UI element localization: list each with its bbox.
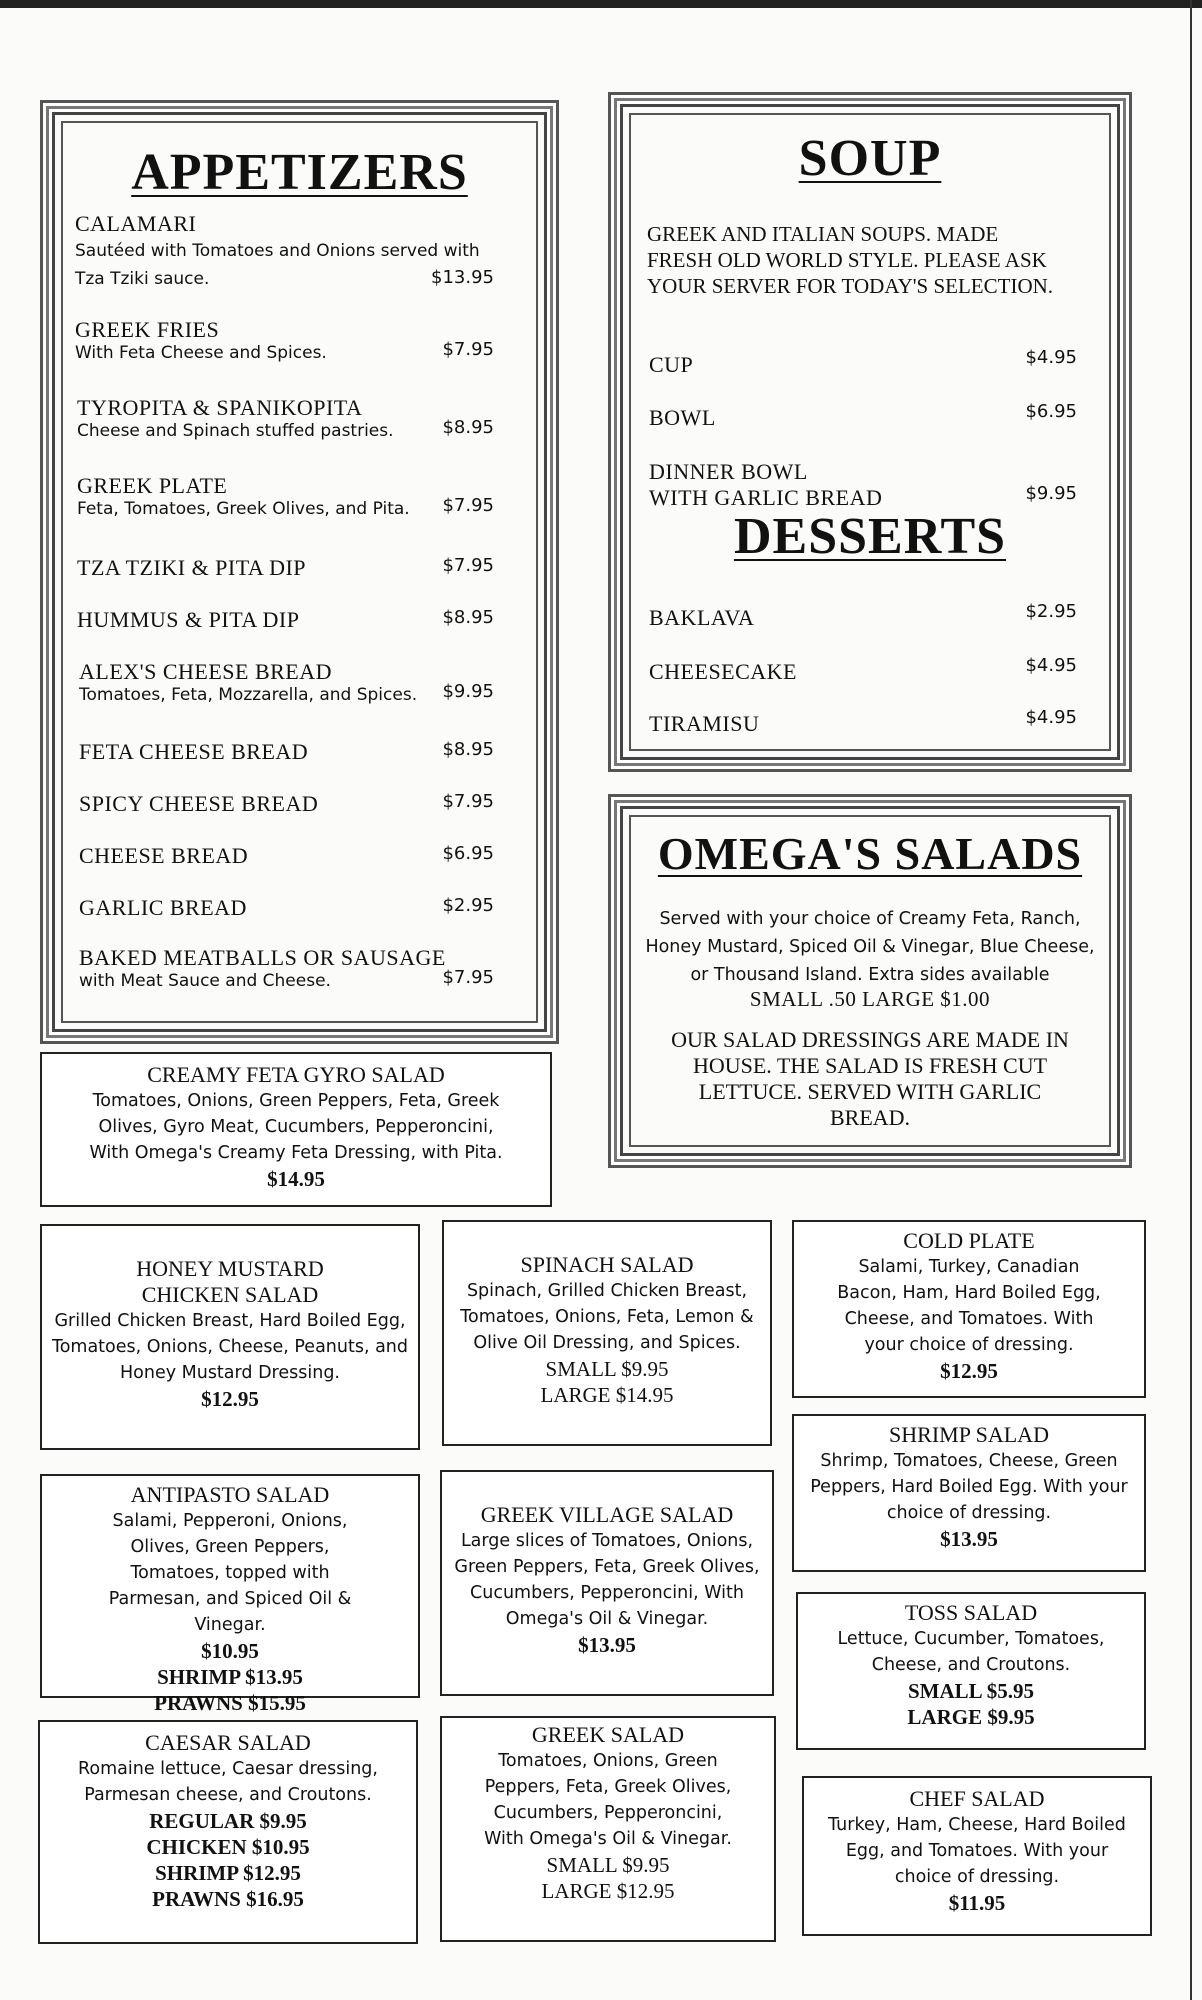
- omega-served-text: Served with your choice of Creamy Feta, Ranch, Honey Mustard, Spiced Oil & Vinegar, Blue Cheese, or Thousand Island. Extra sides available: [645, 909, 1095, 985]
- omega-salads-panel: [620, 806, 1120, 1156]
- dessert-name: CHEESECAKE: [649, 659, 797, 684]
- appetizer-desc: Feta, Tomatoes, Greek Olives, and Pita.: [77, 499, 410, 519]
- dessert-price: $4.95: [1025, 707, 1077, 728]
- salad-name: CAESAR SALAD: [145, 1730, 311, 1755]
- appetizer-name: SPICY CHEESE BREAD: [79, 791, 319, 816]
- salad-name: CHEF SALAD: [909, 1786, 1045, 1811]
- salad-desc: Salami, Turkey, Canadian Bacon, Ham, Hard Boiled Egg, Cheese, and Tomatoes. With your choice of dressing.: [837, 1257, 1101, 1355]
- appetizer-price: $7.95: [442, 967, 494, 988]
- salad-desc: Turkey, Ham, Cheese, Hard Boiled Egg, and Tomatoes. With your choice of dressing.: [828, 1815, 1126, 1887]
- scan-top-edge: [0, 0, 1202, 8]
- appetizer-price: $13.95: [431, 267, 494, 288]
- appetizers-title: APPETIZERS: [131, 144, 468, 201]
- salad-desc: Romaine lettuce, Caesar dressing, Parmesan cheese, and Croutons.: [78, 1759, 378, 1805]
- appetizer-item: [55, 945, 544, 991]
- appetizer-name: CALAMARI: [75, 211, 197, 236]
- salad-price: $14.95: [267, 1167, 325, 1191]
- appetizer-price: $7.95: [442, 555, 494, 576]
- appetizer-name: BAKED MEATBALLS OR SAUSAGE: [79, 945, 446, 970]
- appetizer-desc: With Feta Cheese and Spices.: [75, 343, 327, 363]
- salad-toss: [796, 1592, 1146, 1750]
- salad-desc: Salami, Pepperoni, Onions, Olives, Green Peppers, Tomatoes, topped with Parmesan, and Spiced Oil & Vinegar.: [108, 1511, 352, 1635]
- appetizer-name: TZA TZIKI & PITA DIP: [77, 555, 307, 580]
- salad-price: CHICKEN $10.95: [146, 1835, 310, 1859]
- appetizer-price: $7.95: [442, 339, 494, 360]
- soup-item-name: CUP: [649, 352, 694, 377]
- salad-name: HONEY MUSTARD CHICKEN SALAD: [136, 1256, 324, 1307]
- dessert-name: BAKLAVA: [649, 605, 755, 630]
- soup-intro: GREEK AND ITALIAN SOUPS. MADE FRESH OLD WORLD STYLE. PLEASE ASK YOUR SERVER FOR TODAY'S SELECTION.: [647, 222, 1054, 298]
- appetizer-price: $8.95: [442, 417, 494, 438]
- appetizer-desc: Cheese and Spinach stuffed pastries.: [77, 421, 394, 441]
- scan-right-edge: [1190, 0, 1192, 2000]
- salad-greek: [440, 1716, 776, 1942]
- salad-shrimp: [792, 1414, 1146, 1572]
- appetizer-item: [55, 659, 544, 705]
- salad-honey-mustard-chicken: [40, 1224, 420, 1450]
- soup-desserts-panel: [620, 104, 1120, 760]
- salad-price: SHRIMP $12.95: [155, 1861, 301, 1885]
- salad-name: ANTIPASTO SALAD: [130, 1482, 330, 1507]
- salad-price: LARGE $14.95: [540, 1383, 674, 1407]
- appetizer-name: FETA CHEESE BREAD: [79, 739, 309, 764]
- salad-cold-plate: [792, 1220, 1146, 1398]
- appetizer-desc: Sautéed with Tomatoes and Onions served with Tza Tziki sauce.: [75, 241, 480, 289]
- appetizer-name: CHEESE BREAD: [79, 843, 249, 868]
- appetizer-price: $6.95: [442, 843, 494, 864]
- salad-greek-village: [440, 1470, 774, 1696]
- desserts-title: DESSERTS: [733, 508, 1007, 565]
- appetizer-name: GARLIC BREAD: [79, 895, 247, 920]
- salad-spinach: [442, 1220, 772, 1446]
- appetizer-item: [55, 607, 544, 633]
- salad-name: SHRIMP SALAD: [889, 1422, 1049, 1447]
- appetizer-item: [55, 395, 544, 441]
- salad-price: REGULAR $9.95: [149, 1809, 307, 1833]
- soup-item-name-line2: WITH GARLIC BREAD: [649, 485, 883, 510]
- salad-desc: Lettuce, Cucumber, Tomatoes, Cheese, and Croutons.: [837, 1629, 1105, 1675]
- salad-price: SMALL $9.95: [545, 1357, 669, 1381]
- salad-price: SMALL $9.95: [546, 1853, 670, 1877]
- appetizer-item: [55, 473, 544, 519]
- appetizer-price: $2.95: [442, 895, 494, 916]
- appetizer-name: HUMMUS & PITA DIP: [77, 607, 300, 632]
- appetizers-panel: [52, 112, 547, 1032]
- salad-price: $13.95: [940, 1527, 998, 1551]
- salad-price: $12.95: [201, 1387, 259, 1411]
- salad-name: CREAMY FETA GYRO SALAD: [147, 1062, 445, 1087]
- soup-title: SOUP: [798, 130, 942, 187]
- salad-desc: Tomatoes, Onions, Green Peppers, Feta, Greek Olives, Cucumbers, Pepperoncini, With Omega's Oil & Vinegar.: [484, 1751, 732, 1849]
- appetizer-item: [55, 843, 544, 869]
- appetizer-price: $8.95: [442, 607, 494, 628]
- dessert-price: $2.95: [1025, 601, 1077, 622]
- appetizer-price: $9.95: [442, 681, 494, 702]
- salad-name: GREEK VILLAGE SALAD: [480, 1502, 734, 1527]
- appetizer-item: [55, 895, 544, 921]
- salad-price: PRAWNS $15.95: [154, 1691, 306, 1715]
- salad-antipasto: [40, 1474, 420, 1715]
- appetizer-desc: Tomatoes, Feta, Mozzarella, and Spices.: [79, 685, 418, 705]
- appetizer-name: GREEK PLATE: [77, 473, 228, 498]
- salad-caesar: [38, 1720, 418, 1944]
- appetizer-price: $8.95: [442, 739, 494, 760]
- omega-note: OUR SALAD DRESSINGS ARE MADE IN HOUSE. THE SALAD IS FRESH CUT LETTUCE. SERVED WITH GARLIC BREAD.: [671, 1027, 1069, 1130]
- salad-desc: Grilled Chicken Breast, Hard Boiled Egg, Tomatoes, Onions, Cheese, Peanuts, and Honey Mustard Dressing.: [51, 1311, 409, 1383]
- appetizer-item: [55, 555, 544, 581]
- salad-desc: Spinach, Grilled Chicken Breast, Tomatoes, Onions, Feta, Lemon & Olive Oil Dressing, and Spices.: [460, 1281, 754, 1353]
- salad-name: COLD PLATE: [903, 1228, 1035, 1253]
- salad-price: $10.95: [201, 1639, 259, 1663]
- salad-name: GREEK SALAD: [531, 1722, 685, 1747]
- appetizer-item: [55, 739, 544, 765]
- salad-price: $11.95: [948, 1891, 1006, 1915]
- appetizer-item: [55, 791, 544, 817]
- salad-name: TOSS SALAD: [904, 1600, 1038, 1625]
- salad-price: $12.95: [940, 1359, 998, 1383]
- salad-desc: Shrimp, Tomatoes, Cheese, Green Peppers, Hard Boiled Egg. With your choice of dressing.: [810, 1451, 1128, 1523]
- salad-price: SHRIMP $13.95: [157, 1665, 303, 1689]
- appetizer-desc: with Meat Sauce and Cheese.: [79, 971, 331, 991]
- salad-price: SMALL $5.95: [907, 1679, 1035, 1703]
- salad-price: LARGE $9.95: [907, 1705, 1035, 1729]
- appetizer-item: [55, 211, 544, 293]
- soup-item-name: DINNER BOWL: [649, 459, 808, 484]
- appetizer-item: [55, 317, 544, 363]
- appetizer-price: $7.95: [442, 791, 494, 812]
- soup-item-price: $4.95: [1025, 347, 1077, 368]
- dessert-name: TIRAMISU: [649, 711, 760, 736]
- appetizer-name: GREEK FRIES: [75, 317, 220, 342]
- appetizer-name: TYROPITA & SPANIKOPITA: [77, 395, 363, 420]
- salad-price: LARGE $12.95: [541, 1879, 675, 1903]
- soup-item-price: $6.95: [1025, 401, 1077, 422]
- appetizer-name: ALEX'S CHEESE BREAD: [79, 659, 333, 684]
- salad-price: $13.95: [578, 1633, 636, 1657]
- salad-price: PRAWNS $16.95: [152, 1887, 304, 1911]
- soup-item-price: $9.95: [1025, 483, 1077, 504]
- salad-name: SPINACH SALAD: [520, 1252, 694, 1277]
- salad-creamy-feta-gyro: [40, 1052, 552, 1207]
- dessert-price: $4.95: [1025, 655, 1077, 676]
- omega-sides-price: SMALL .50 LARGE $1.00: [749, 987, 991, 1011]
- salad-desc: Tomatoes, Onions, Green Peppers, Feta, Greek Olives, Gyro Meat, Cucumbers, Pepperoncini, With Omega's Creamy Feta Dressing, with Pita.: [89, 1091, 503, 1163]
- omega-title: OMEGA'S SALADS: [657, 828, 1083, 879]
- appetizer-price: $7.95: [442, 495, 494, 516]
- salad-desc: Large slices of Tomatoes, Onions, Green Peppers, Feta, Greek Olives, Cucumbers, Pepperoncini, With Omega's Oil & Vinegar.: [454, 1531, 760, 1629]
- salad-chef: [802, 1776, 1152, 1936]
- soup-item-name: BOWL: [649, 405, 716, 430]
